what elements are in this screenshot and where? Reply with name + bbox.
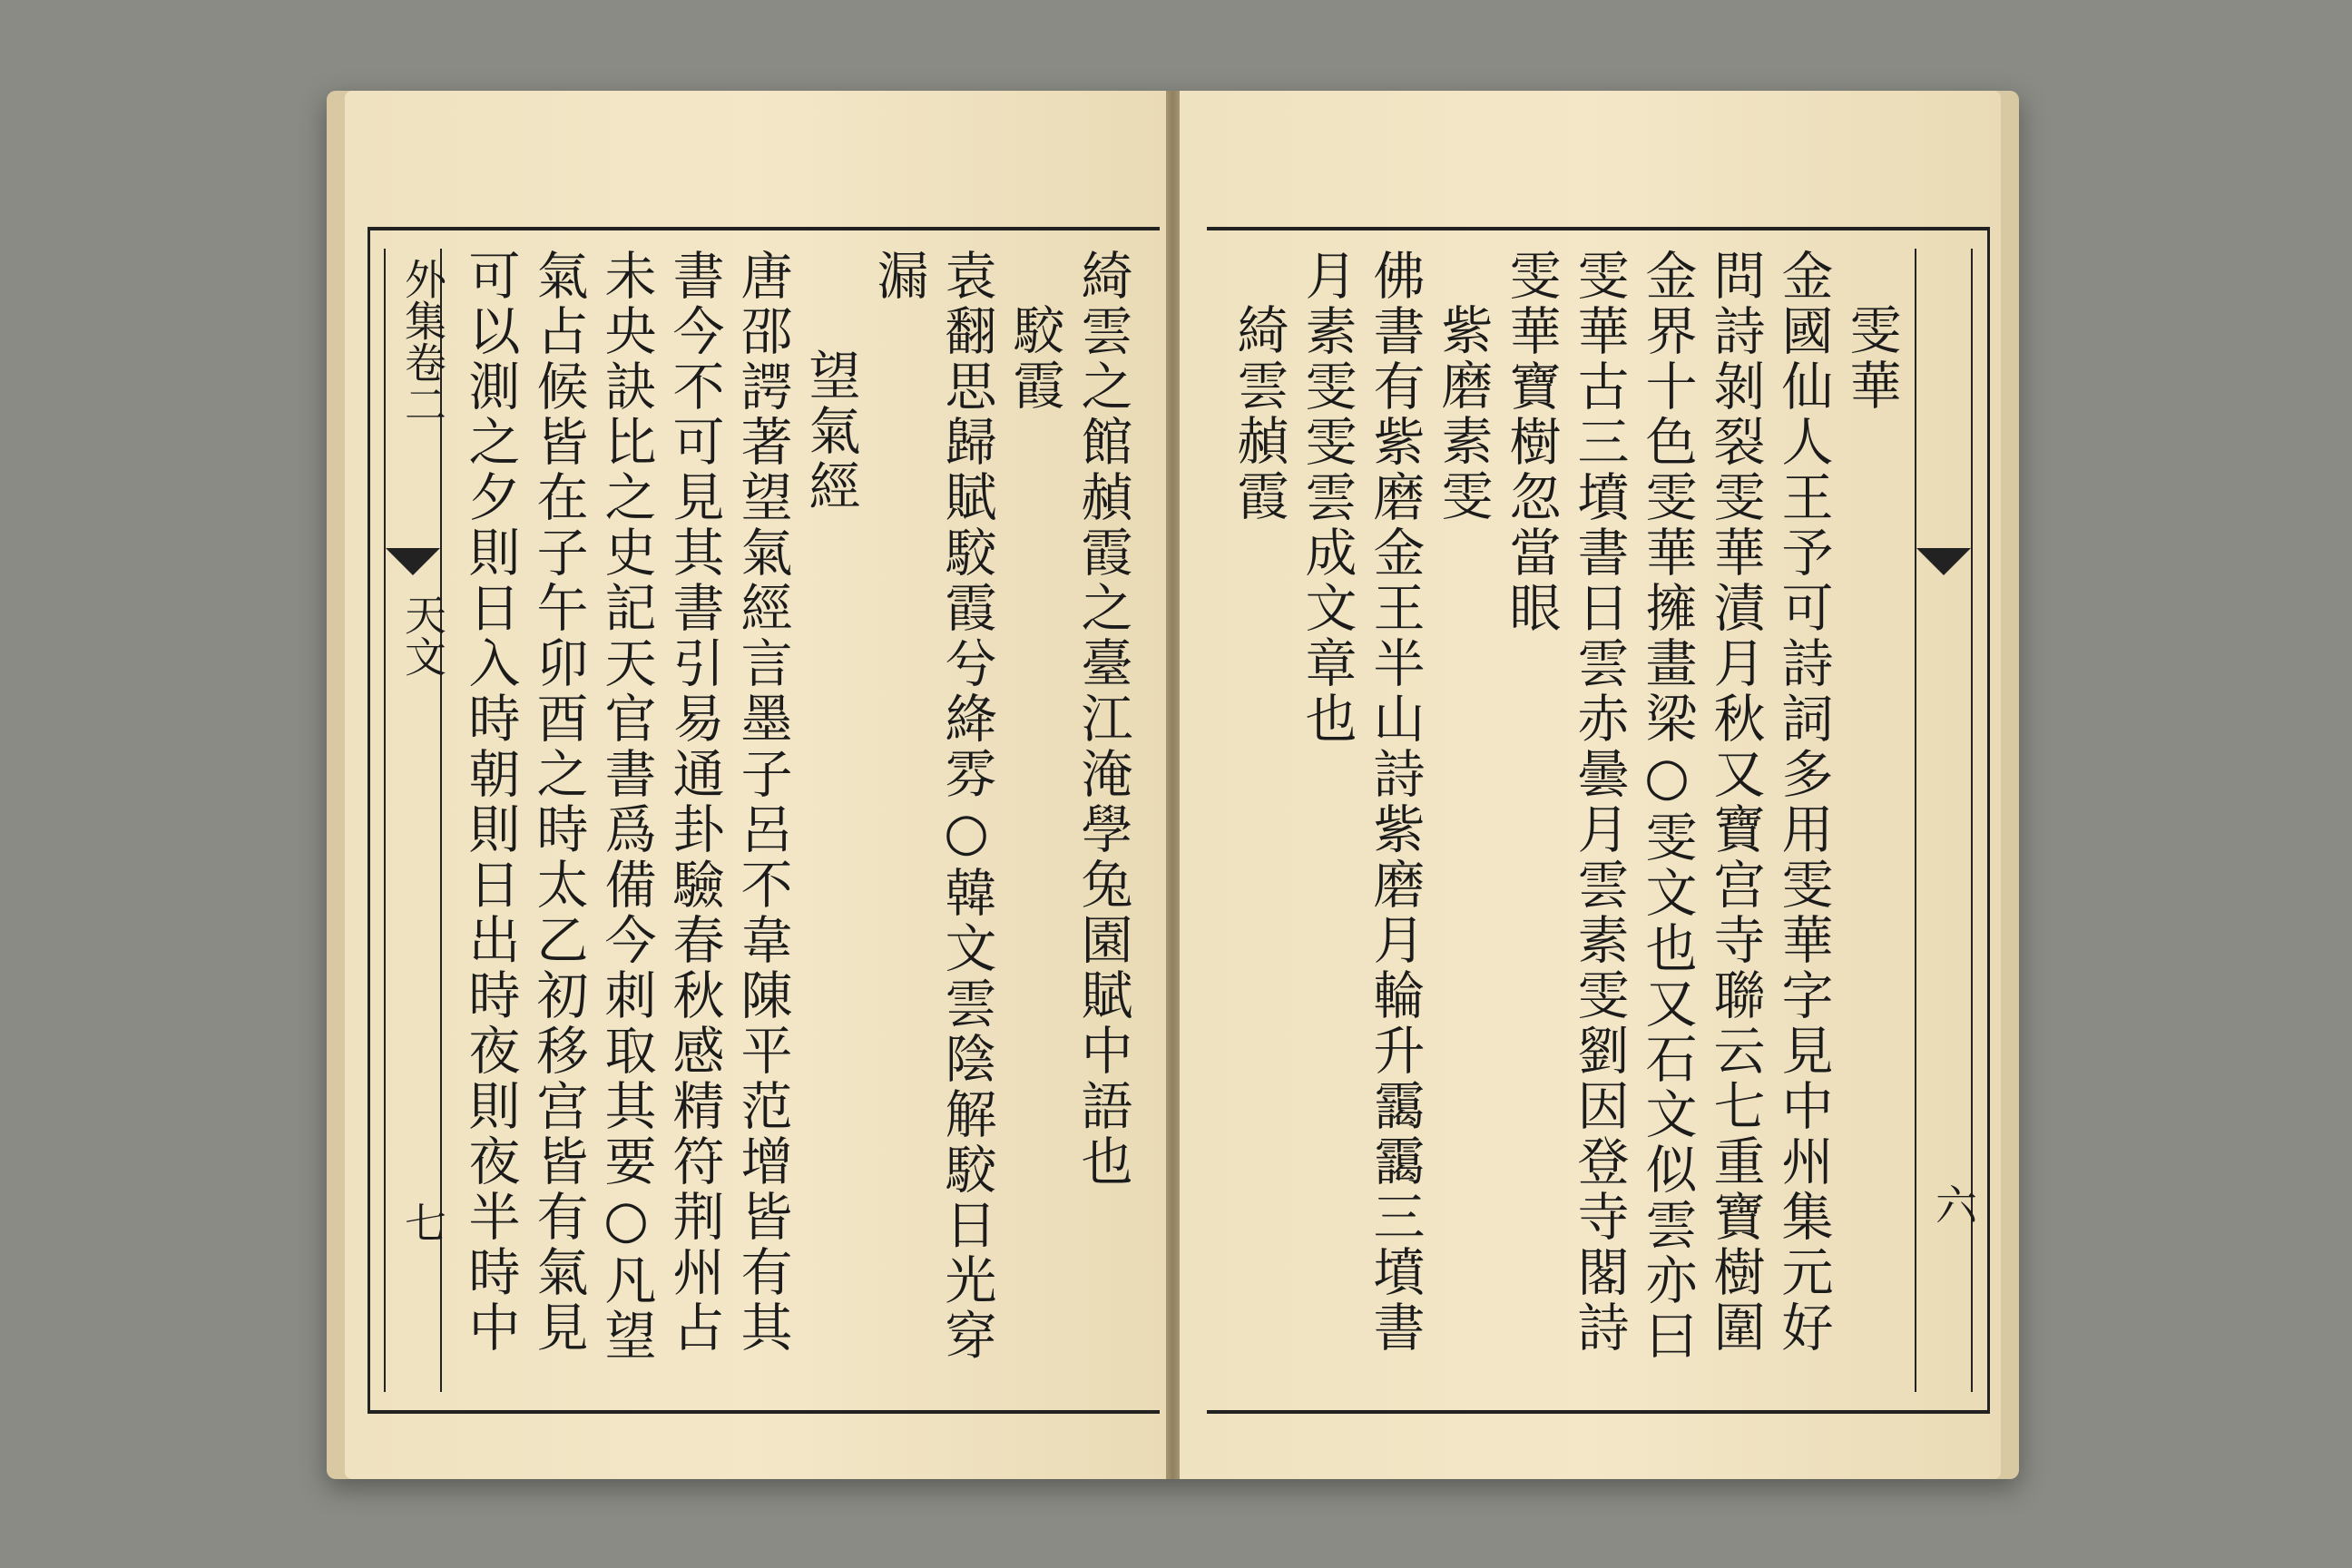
margin-section: 天文 — [398, 593, 447, 677]
right-page — [1180, 91, 2001, 1479]
text-column-3: 漏 — [868, 249, 928, 304]
text-column-3: 金界十色雯華擁畫梁○雯文也又石文似雲亦曰 — [1637, 249, 1697, 1364]
text-column-6: 未央訣比之史記天官書爲備今刺取其要○凡望 — [596, 249, 656, 1364]
page-number: 七 — [398, 1201, 447, 1243]
text-column-7: 月素雯雯雲成文章也 — [1297, 249, 1357, 747]
fish-tail-mark — [386, 548, 440, 575]
left-page-margin-column — [384, 249, 447, 1392]
section-heading-2: 望氣經 — [800, 348, 860, 514]
text-column-4: 唐邵諤著望氣經言墨子呂不韋陳平范增皆有其 — [732, 249, 792, 1356]
text-column-2: 問詩剝裂雯華漬月秋又寶宫寺聯云七重寶樹圍 — [1705, 249, 1765, 1356]
fish-tail-mark — [1916, 548, 1971, 575]
page-number: 六 — [1929, 1183, 1978, 1225]
open-book — [327, 91, 2019, 1479]
text-column-1: 金國仙人王予可詩詞多用雯華字見中州集元好 — [1773, 249, 1833, 1356]
text-column-4: 雯華古三墳書日雲赤曇月雲素雯劉因登寺閣詩 — [1569, 249, 1629, 1356]
right-page-margin-column — [1915, 249, 1978, 1392]
section-heading-3: 綺雲赬霞 — [1229, 303, 1289, 524]
text-column-7: 氣占候皆在子午卯酉之時太乙初移宫皆有氣見 — [528, 249, 588, 1356]
text-column-5: 書今不可見其書引易通卦驗春秋感精符荆州占 — [664, 249, 724, 1356]
right-page-frame — [1207, 227, 1990, 1414]
section-heading-2: 紫磨素雯 — [1433, 303, 1493, 524]
text-column-2: 袁翻思歸賦駮霞兮絳雰○韓文雲陰解駮日光穿 — [936, 249, 996, 1364]
margin-title: 外集卷二 — [398, 258, 447, 425]
left-page-frame — [368, 227, 1160, 1414]
left-page — [345, 91, 1166, 1479]
text-column-6: 佛書有紫磨金王半山詩紫磨月輪升靄靄三墳書 — [1365, 249, 1425, 1356]
text-column-8: 可以測之夕則日入時朝則日出時夜則夜半時中 — [460, 249, 520, 1356]
section-heading-1: 駮霞 — [1004, 303, 1064, 414]
text-column-5: 雯華寶樹忽當眼 — [1501, 249, 1561, 636]
section-heading-1: 雯華 — [1841, 303, 1901, 414]
text-column-1: 綺雲之館赬霞之臺江淹學兔園賦中語也 — [1073, 249, 1132, 1190]
